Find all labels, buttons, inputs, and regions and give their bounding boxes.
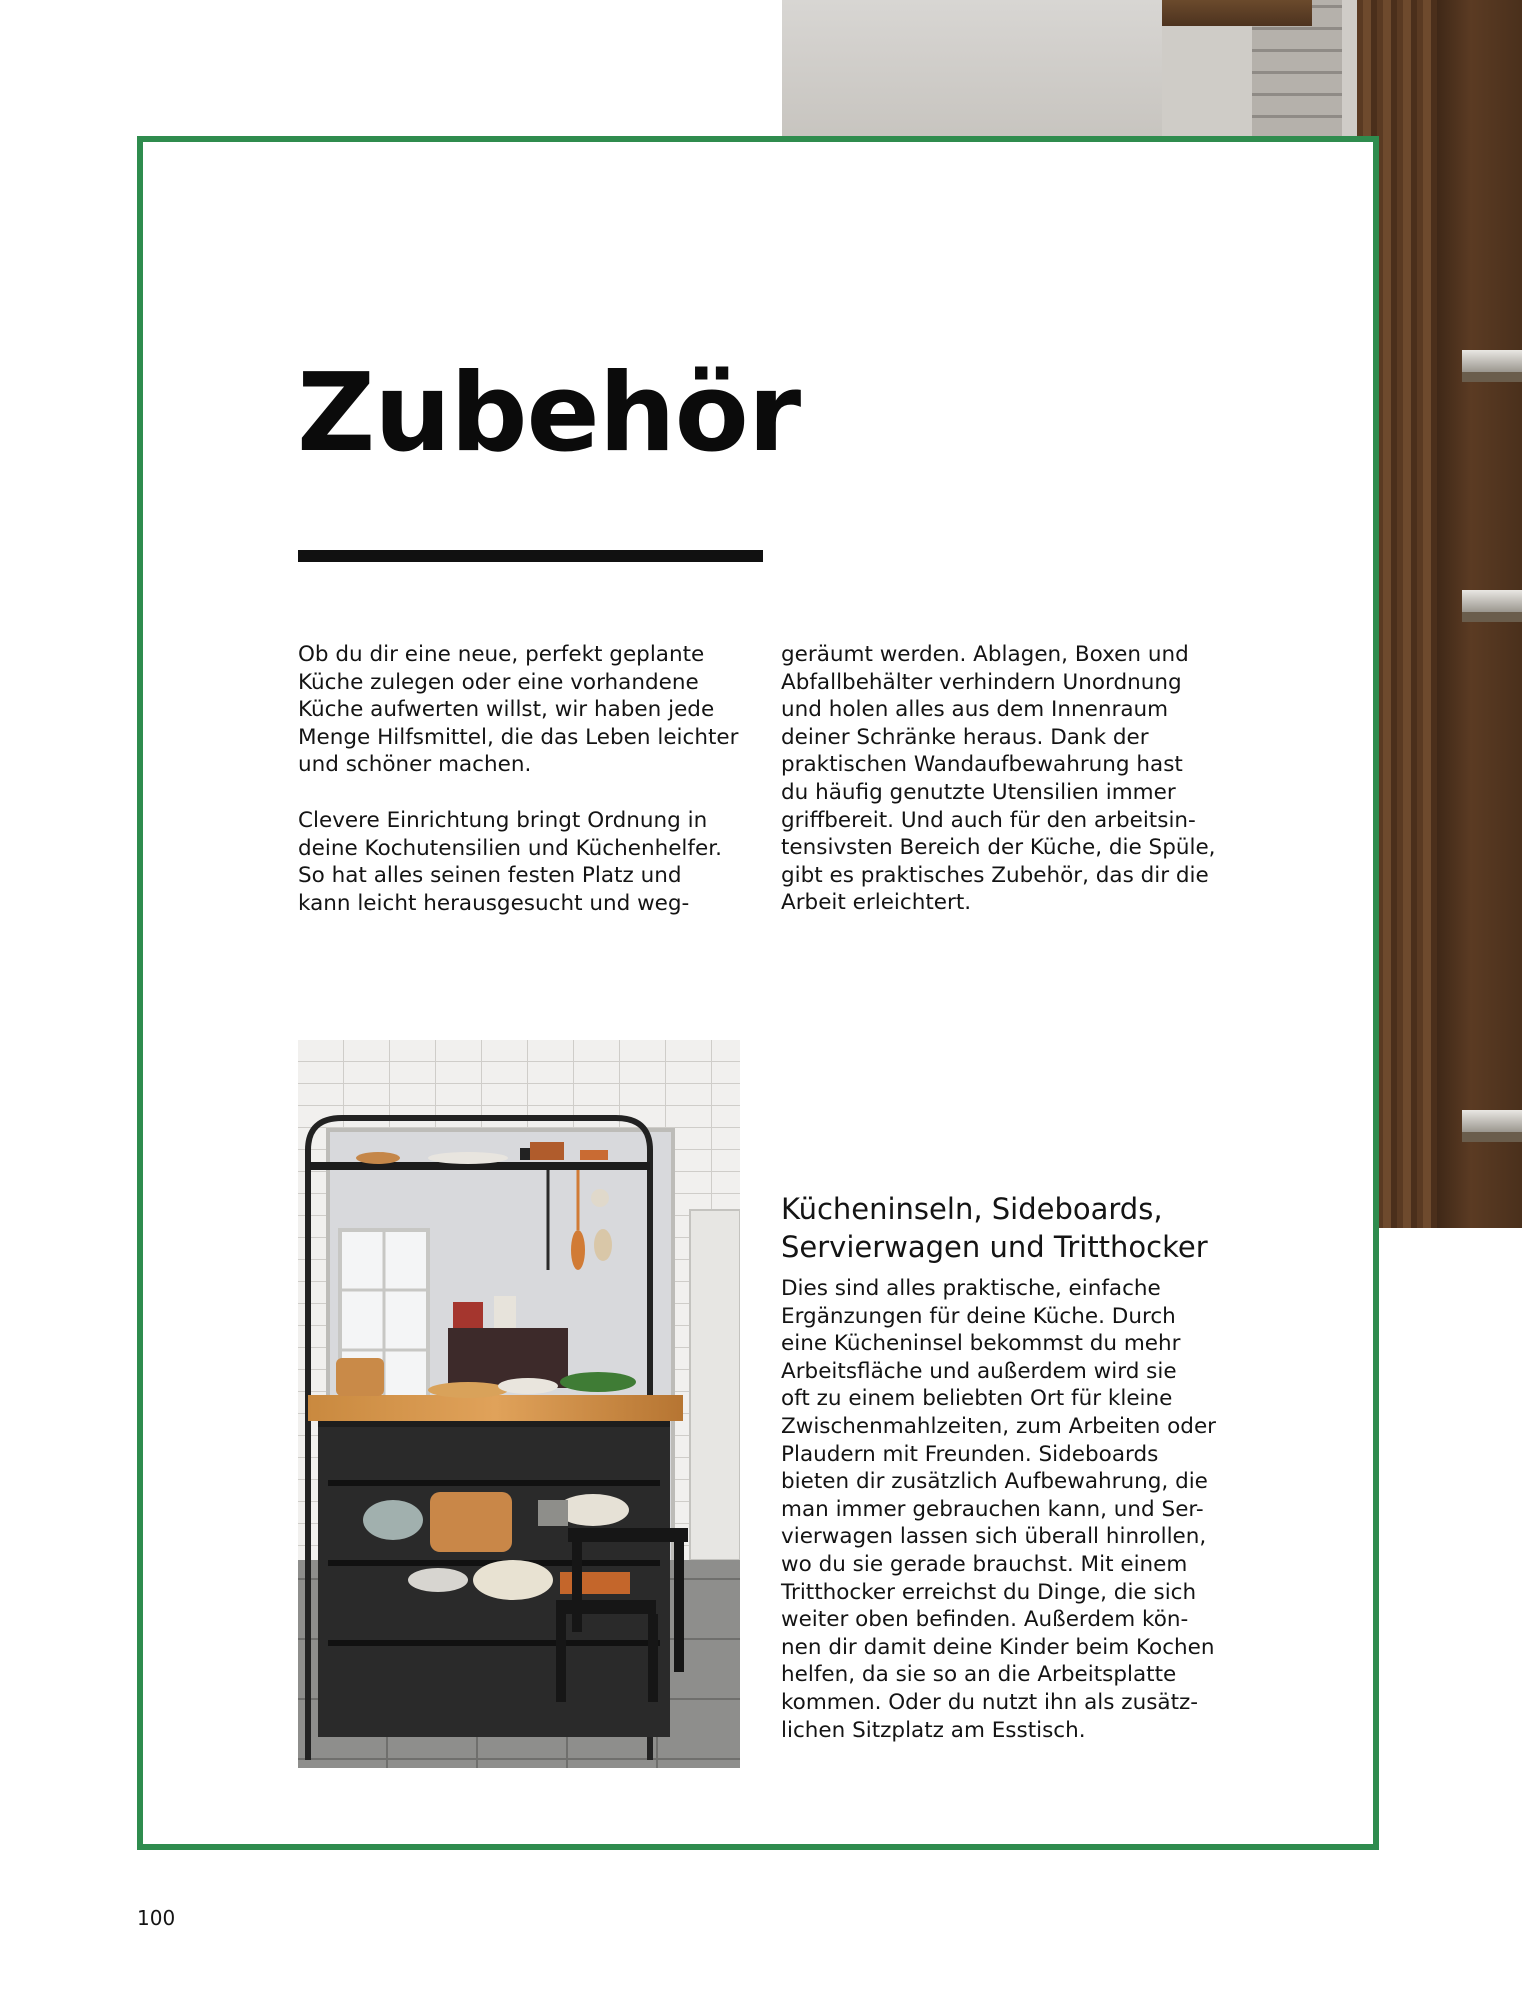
page-title: Zubehör: [297, 351, 801, 476]
page-number: 100: [137, 1906, 176, 1930]
intro-paragraph-3: geräumt werden. Ablagen, Boxen und Abfallbehälter verhindern Unordnung und holen alles aus dem Innenraum deiner Schränke heraus. Dank der praktischen Wandaufbewahrung hast du häufig genutzte Utensilien immer griffbereit. Und auch für den arbeitsin- tensivsten Bereich der Küche, die Spüle, gibt es praktisches Zubehör, das dir die Arbeit erleichtert.: [781, 642, 1216, 916]
photo-wooden-beam: [1162, 0, 1312, 26]
photo-shelf: [1462, 590, 1522, 622]
photo-shelf: [1462, 1110, 1522, 1142]
intro-paragraph-2: Clevere Einrichtung bringt Ordnung in deine Kochutensilien und Küchenhelfer. So hat alles seinen festen Platz und kann leicht herausgesucht und weg-: [298, 808, 722, 916]
photo-shelf: [1462, 350, 1522, 382]
kitchen-island-illustration: [298, 1040, 740, 1768]
photo-wall: [782, 0, 1162, 140]
section-body: Dies sind alles praktische, einfache Ergänzungen für deine Küche. Durch eine Kücheninsel bekommst du mehr Arbeitsfläche und außerdem wird sie oft zu einem beliebten Ort für kleine Zwischenmahlzeiten, zum Arbeiten oder Plaudern mit Freunden. Sideboards bieten dir zusätzlich Aufbewahrung, die man immer gebrauchen kann, und Ser- vierwagen lassen sich überall hinrollen, wo du sie gerade brauchst. Mit einem Tritthocker erreichst du Dinge, die sich weiter oben befinden. Außerdem kön- nen dir damit deine Kinder beim Kochen helfen, da sie so an die Arbeitsplatte kommen. Oder du nutzt ihn als zusätz- lichen Sitzplatz am Esstisch.: [781, 1276, 1217, 1743]
kitchen-island-photo: [298, 1040, 740, 1768]
intro-paragraph-1: Ob du dir eine neue, perfekt geplante Küche zulegen oder eine vorhandene Küche aufwerten willst, wir haben jede Menge Hilfsmittel, die das Leben leichter und schöner machen.: [298, 642, 739, 778]
section-heading: Kücheninseln, Sideboards, Servierwagen und Tritthocker: [781, 1192, 1208, 1264]
title-underline: [298, 550, 763, 562]
